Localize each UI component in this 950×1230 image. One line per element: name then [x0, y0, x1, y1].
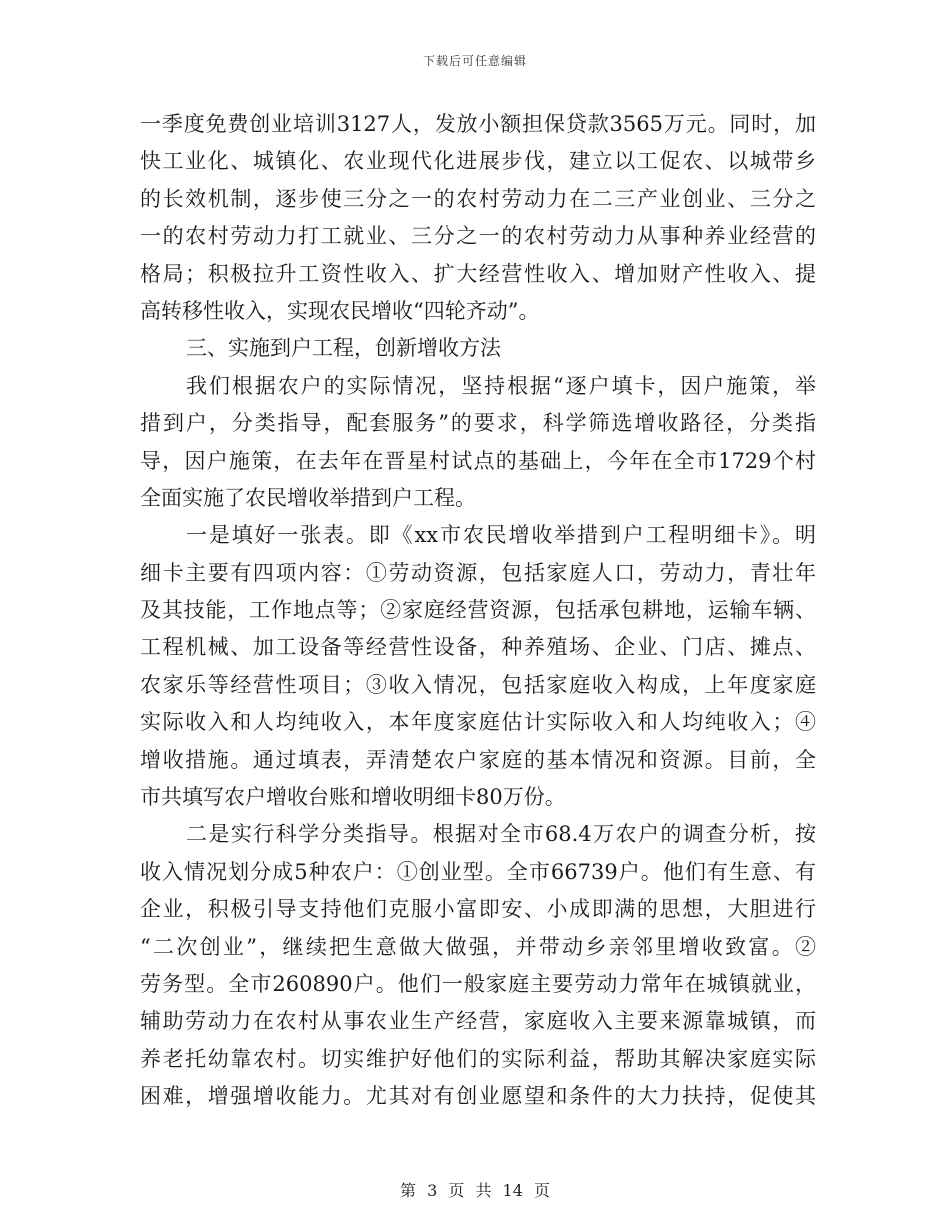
text-line: 企业，积极引导支持他们克服小富即安、小成即满的思想，大胆进行 — [140, 897, 816, 922]
text-line: 一是填好一张表。即《xx市农民增收举措到户工程明细卡》。明 — [186, 523, 816, 548]
text-line: 全面实施了农民增收举措到户工程。 — [140, 485, 476, 510]
text-line: 快工业化、城镇化、农业现代化进展步伐，建立以工促农、以城带乡 — [140, 149, 816, 174]
text-line: 农家乐等经营性项目；③收入情况，包括家庭收入构成，上年度家庭 — [140, 672, 816, 697]
text-line: 我们根据农户的实际情况，坚持根据“逐户填卡，因户施策，举 — [186, 373, 816, 398]
text-line: 二是实行科学分类指导。根据对全市68.4万农户的调查分析，按 — [186, 822, 816, 847]
text-line: 导，因户施策，在去年在晋星村试点的基础上，今年在全市1729个村 — [140, 448, 816, 473]
document-body — [140, 106, 816, 1116]
text-line: 增收措施。通过填表，弄清楚农户家庭的基本情况和资源。目前，全 — [140, 747, 816, 772]
text-line: 的长效机制，逐步使三分之一的农村劳动力在二三产业创业、三分之 — [140, 186, 816, 211]
text-line: 及其技能，工作地点等；②家庭经营资源，包括承包耕地，运输车辆、 — [140, 598, 816, 623]
text-line: 养老托幼靠农村。切实维护好他们的实际利益，帮助其解决家庭实际 — [140, 1046, 816, 1071]
text-line: 实际收入和人均纯收入，本年度家庭估计实际收入和人均纯收入；④ — [140, 710, 816, 735]
text-line: 收入情况划分成5种农户：①创业型。全市66739户。他们有生意、有 — [140, 859, 816, 884]
text-line: 措到户，分类指导，配套服务”的要求，科学筛选增收路径，分类指 — [140, 411, 816, 436]
text-line: 辅助劳动力在农村从事农业生产经营，家庭收入主要来源靠城镇，而 — [140, 1009, 816, 1034]
text-line: 劳务型。全市260890户。他们一般家庭主要劳动力常年在城镇就业， — [140, 971, 816, 996]
page-header: 下载后可任意编辑 — [422, 54, 527, 68]
text-line: “二次创业”，继续把生意做大做强，并带动乡亲邻里增收致富。② — [140, 934, 816, 959]
text-line: 市共填写农户增收台账和增收明细卡80万份。 — [140, 785, 566, 810]
text-line: 高转移性收入，实现农民增收“四轮齐动”。 — [140, 298, 540, 323]
text-line: 一的农村劳动力打工就业、三分之一的农村劳动力从事种养业经营的 — [140, 224, 816, 249]
text-line: 一季度免费创业培训3127人，发放小额担保贷款3565万元。同时，加 — [140, 112, 816, 136]
text-line: 格局；积极拉升工资性收入、扩大经营性收入、增加财产性收入、提 — [140, 261, 816, 286]
text-line: 工程机械、加工设备等经营性设备，种养殖场、企业、门店、摊点、 — [140, 635, 816, 660]
text-line: 困难，增强增收能力。尤其对有创业愿望和条件的大力扶持，促使其 — [140, 1084, 816, 1109]
text-line: 三、实施到户工程，创新增收方法 — [186, 336, 501, 361]
text-line: 细卡主要有四项内容：①劳动资源，包括家庭人口，劳动力，青壮年 — [140, 560, 816, 585]
page-number-footer: 第 3 页 共 14 页 — [400, 1181, 550, 1200]
